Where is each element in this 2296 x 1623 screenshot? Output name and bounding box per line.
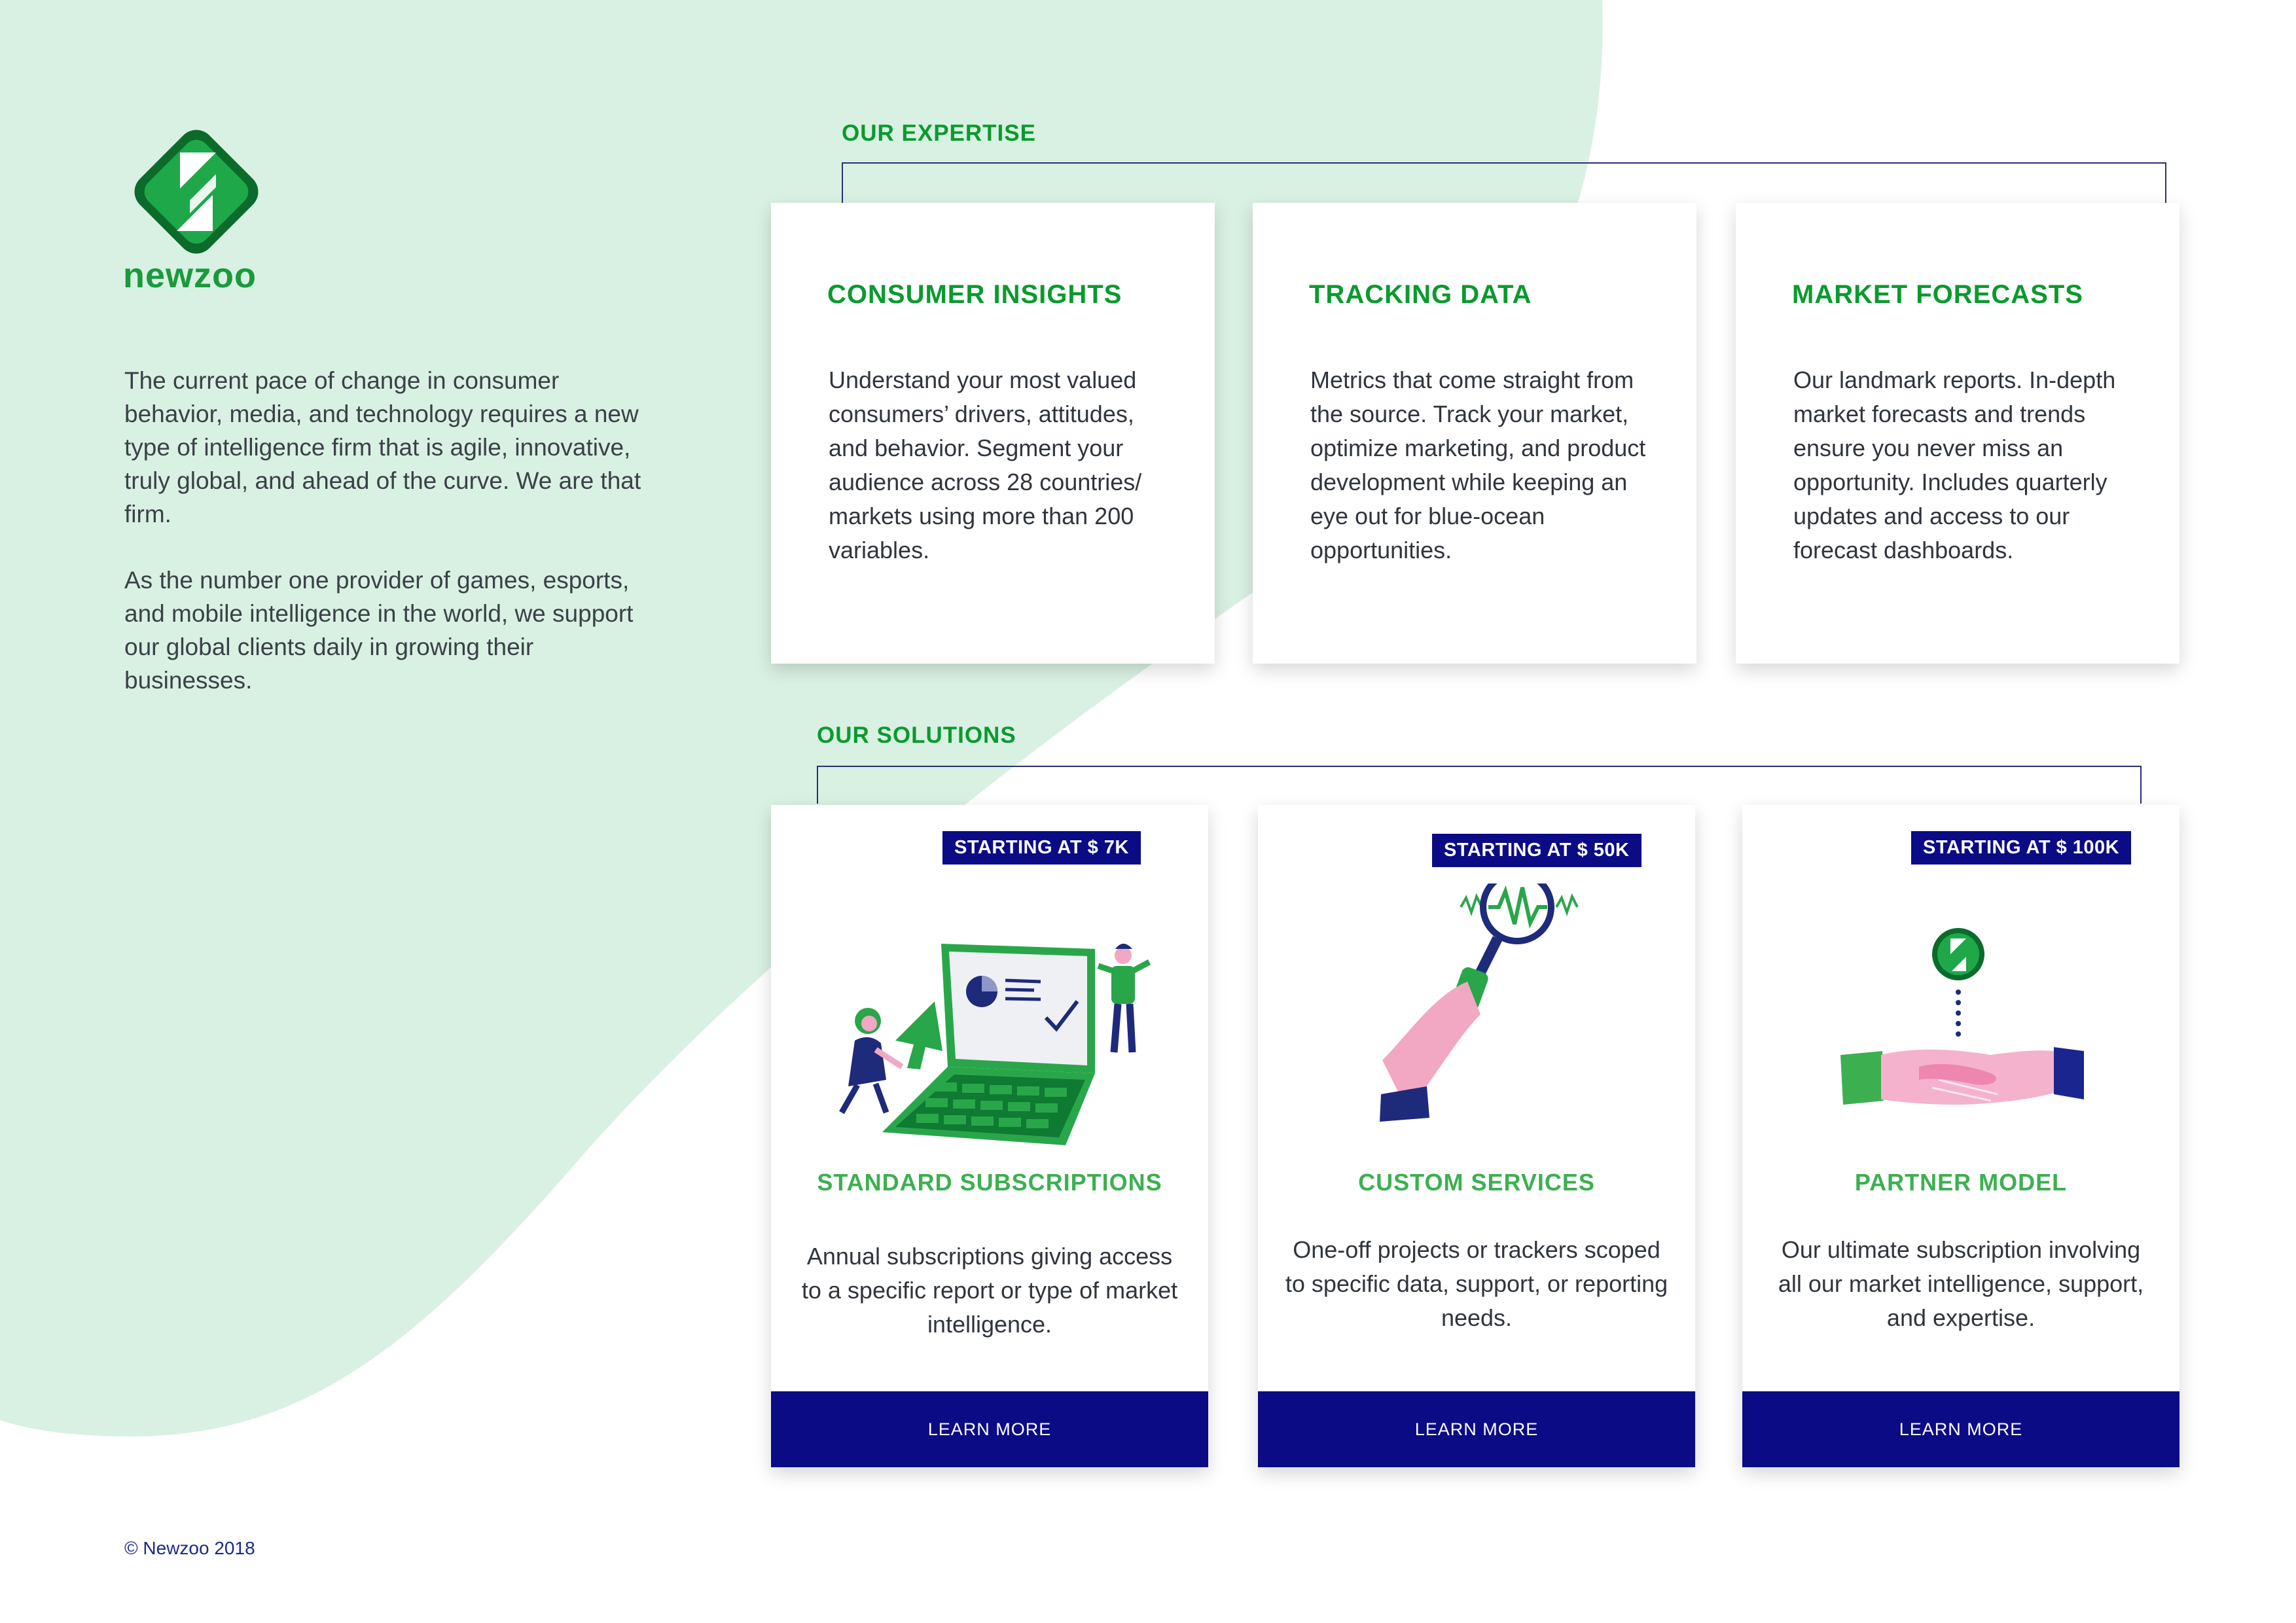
expertise-card-consumer-insights [771,203,1215,664]
intro-text [124,364,661,730]
laptop-presentation-illustration-icon [771,883,1208,1276]
solution-card-custom-services [1258,805,1695,1467]
expertise-bracket [842,162,2166,203]
newzoo-logo-icon [124,123,270,260]
intro-paragraph: As the number one provider of games, esports, and mobile intelligence in the world, we support our global clients daily in growing their businesses. [124,567,634,694]
learn-more-button[interactable]: LEARN MORE [771,1391,1208,1467]
card-title: STANDARD SUBSCRIPTIONS [817,1169,1162,1196]
brand-wordmark: newzoo [123,256,257,295]
price-badge: STARTING AT $ 7K [942,831,1141,865]
card-title: PARTNER MODEL [1854,1169,2068,1196]
handshake-illustration-icon [1742,883,2179,1276]
solutions-section-title: OUR SOLUTIONS [817,722,1016,748]
price-badge: STARTING AT $ 100K [1911,831,2131,865]
expertise-section-title: OUR EXPERTISE [842,120,1036,146]
card-title: CONSUMER INSIGHTS [827,280,1122,309]
card-text: Metrics that come straight from the source. Track your market, optimize marketing, and product development while keeping an eye out for blue-ocean opportunities. [1310,366,1646,563]
card-title: CUSTOM SERVICES [1358,1169,1595,1196]
solution-card-standard-subscriptions [771,805,1208,1467]
copyright: © Newzoo 2018 [124,1538,255,1558]
expertise-card-tracking-data [1253,203,1696,664]
magnifying-glass-illustration-icon [1258,883,1695,1276]
card-text: Our ultimate subscription involving all our market intelligence, support, and expertise. [1778,1236,2144,1331]
solutions-bracket [817,766,2142,804]
expertise-card-market-forecasts [1736,203,2179,664]
card-text: One-off projects or trackers scoped to specific data, support, or reporting needs. [1285,1236,1668,1331]
card-title: TRACKING DATA [1309,280,1532,309]
card-text: Our landmark reports. In-depth market forecasts and trends ensure you never miss an opportunity. Includes quarterly updates and access to our forecast dashboards. [1793,366,2116,563]
card-text: Understand your most valued consumers’ drivers, attitudes, and behavior. Segment your audience across 28 countries/ markets using more than 200 variables. [829,366,1142,563]
learn-more-button[interactable]: LEARN MORE [1742,1391,2179,1467]
intro-paragraph: The current pace of change in consumer behavior, media, and technology requires a new type of intelligence firm that is agile, innovative, truly global, and ahead of the curve. We are that firm. [124,367,641,527]
price-badge: STARTING AT $ 50K [1432,834,1641,867]
card-title: MARKET FORECASTS [1792,280,2083,309]
card-text: Annual subscriptions giving access to a specific report or type of market intelligence. [801,1243,1178,1338]
solution-card-partner-model [1742,805,2179,1467]
learn-more-button[interactable]: LEARN MORE [1258,1391,1695,1467]
